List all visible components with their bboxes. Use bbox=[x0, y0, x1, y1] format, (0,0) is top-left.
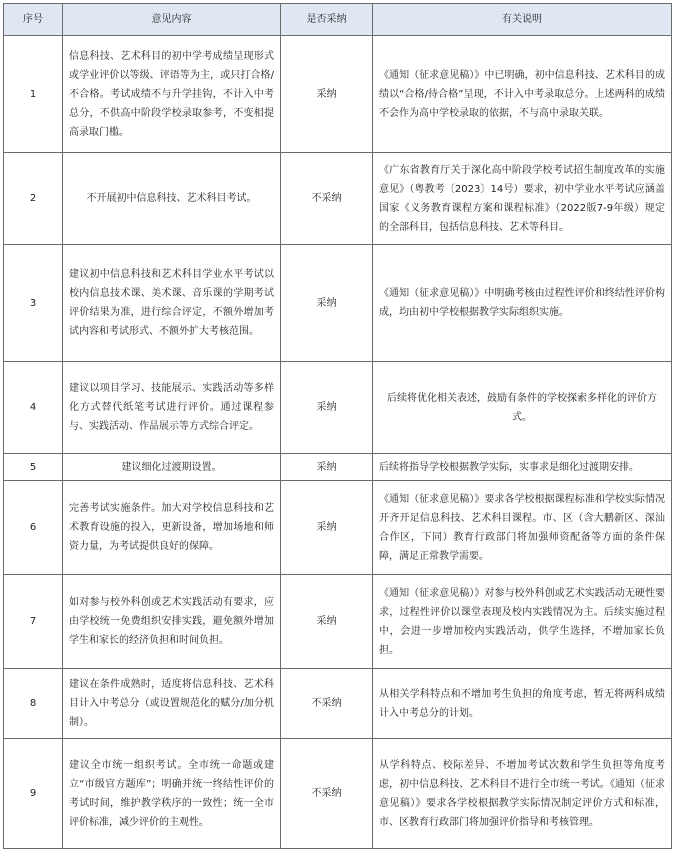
adopted-status: 采纳 bbox=[281, 481, 373, 575]
row-number: 2 bbox=[4, 153, 63, 245]
opinion-content: 信息科技、艺术科目的初中学考成绩呈现形式或学业评价以等级、评语等为主，或只打合格/不合格。考试成绩不与升学挂钩，不计入中考总分，不供高中阶段学校录取参考，不变相提高录取门槛。 bbox=[63, 36, 281, 153]
explanation-note: 《通知（征求意见稿）》中已明确，初中信息科技、艺术科目的成绩以“合格/待合格”呈现，不计入中考录取总分。上述两科的成绩不会作为高中学校录取的依据，不与高中录取关联。 bbox=[373, 36, 672, 153]
explanation-note: 从相关学科特点和不增加考生负担的角度考虑，暂无将两科成绩计入中考总分的计划。 bbox=[373, 669, 672, 739]
table-row bbox=[4, 481, 672, 575]
row-number: 4 bbox=[4, 362, 63, 454]
adopted-status: 不采纳 bbox=[281, 153, 373, 245]
explanation-note: 《广东省教育厅关于深化高中阶段学校考试招生制度改革的实施意见》（粤教考〔2023〕14号）要求，初中学业水平考试应涵盖国家《义务教育课程方案和课程标准》（2022版7-9年级）规定的全部科目，包括信息科技、艺术等科目。 bbox=[373, 153, 672, 245]
table-row bbox=[4, 454, 672, 481]
header-adopted: 是否采纳 bbox=[281, 4, 373, 36]
explanation-note: 后续将优化相关表述，鼓励有条件的学校探索多样化的评价方式。 bbox=[373, 362, 672, 454]
row-number: 8 bbox=[4, 669, 63, 739]
opinion-content: 建议以项目学习、技能展示、实践活动等多样化方式替代纸笔考试进行评价。通过课程参与、实践活动、作品展示等方式综合评定。 bbox=[63, 362, 281, 454]
opinion-content: 建议初中信息科技和艺术科目学业水平考试以校内信息技术课、美术课、音乐课的学期考试评价结果为准，进行综合评定，不额外增加考试内容和考试形式、不额外扩大考核范围。 bbox=[63, 245, 281, 362]
opinion-table bbox=[3, 3, 672, 849]
table-row bbox=[4, 245, 672, 362]
row-number: 9 bbox=[4, 739, 63, 849]
header-opinion: 意见内容 bbox=[63, 4, 281, 36]
adopted-status: 采纳 bbox=[281, 362, 373, 454]
adopted-status: 不采纳 bbox=[281, 739, 373, 849]
row-number: 5 bbox=[4, 454, 63, 481]
opinion-content: 建议细化过渡期设置。 bbox=[63, 454, 281, 481]
header-no: 序号 bbox=[4, 4, 63, 36]
opinion-content: 建议全市统一组织考试。全市统一命题或建立“市级官方题库”；明确并统一终结性评价的考试时间，维护教学秩序的一致性；统一全市评价标准，减少评价的主观性。 bbox=[63, 739, 281, 849]
adopted-status: 不采纳 bbox=[281, 669, 373, 739]
table-row bbox=[4, 362, 672, 454]
opinion-content: 不开展初中信息科技、艺术科目考试。 bbox=[63, 153, 281, 245]
row-number: 7 bbox=[4, 575, 63, 669]
explanation-note: 《通知（征求意见稿）》中明确考核由过程性评价和终结性评价构成，均由初中学校根据教学实际组织实施。 bbox=[373, 245, 672, 362]
table-row bbox=[4, 153, 672, 245]
opinion-content: 完善考试实施条件。加大对学校信息科技和艺术教育设施的投入，更新设备，增加场地和师资力量，为考试提供良好的保障。 bbox=[63, 481, 281, 575]
opinion-content: 如对参与校外科创或艺术实践活动有要求，应由学校统一免费组织安排实践，避免额外增加学生和家长的经济负担和时间负担。 bbox=[63, 575, 281, 669]
table-row bbox=[4, 36, 672, 153]
table-row bbox=[4, 575, 672, 669]
explanation-note: 《通知（征求意见稿）》对参与校外科创或艺术实践活动无硬性要求，过程性评价以课堂表现及校内实践情况为主。后续实施过程中，会进一步增加校内实践活动，供学生选择，不增加家长负担。 bbox=[373, 575, 672, 669]
adopted-status: 采纳 bbox=[281, 575, 373, 669]
explanation-note: 从学科特点、校际差异、不增加考试次数和学生负担等角度考虑，初中信息科技、艺术科目不进行全市统一考试。《通知（征求意见稿）》要求各学校根据教学实际情况制定评价方式和标准，市、区教育行政部门将加强评价指导和考核管理。 bbox=[373, 739, 672, 849]
adopted-status: 采纳 bbox=[281, 36, 373, 153]
explanation-note: 《通知（征求意见稿）》要求各学校根据课程标准和学校实际情况开齐开足信息科技、艺术科目课程。市、区（含大鹏新区、深汕合作区，下同）教育行政部门将加强师资配备等方面的条件保障，满足正常教学需要。 bbox=[373, 481, 672, 575]
opinion-content: 建议在条件成熟时，适度将信息科技、艺术科目计入中考总分（或设置规范化的赋分/加分机制）。 bbox=[63, 669, 281, 739]
table-header-row bbox=[4, 4, 672, 36]
explanation-note: 后续将指导学校根据教学实际，实事求是细化过渡期安排。 bbox=[373, 454, 672, 481]
row-number: 3 bbox=[4, 245, 63, 362]
header-note: 有关说明 bbox=[373, 4, 672, 36]
table-row bbox=[4, 739, 672, 849]
adopted-status: 采纳 bbox=[281, 454, 373, 481]
row-number: 1 bbox=[4, 36, 63, 153]
table-row bbox=[4, 669, 672, 739]
row-number: 6 bbox=[4, 481, 63, 575]
adopted-status: 采纳 bbox=[281, 245, 373, 362]
